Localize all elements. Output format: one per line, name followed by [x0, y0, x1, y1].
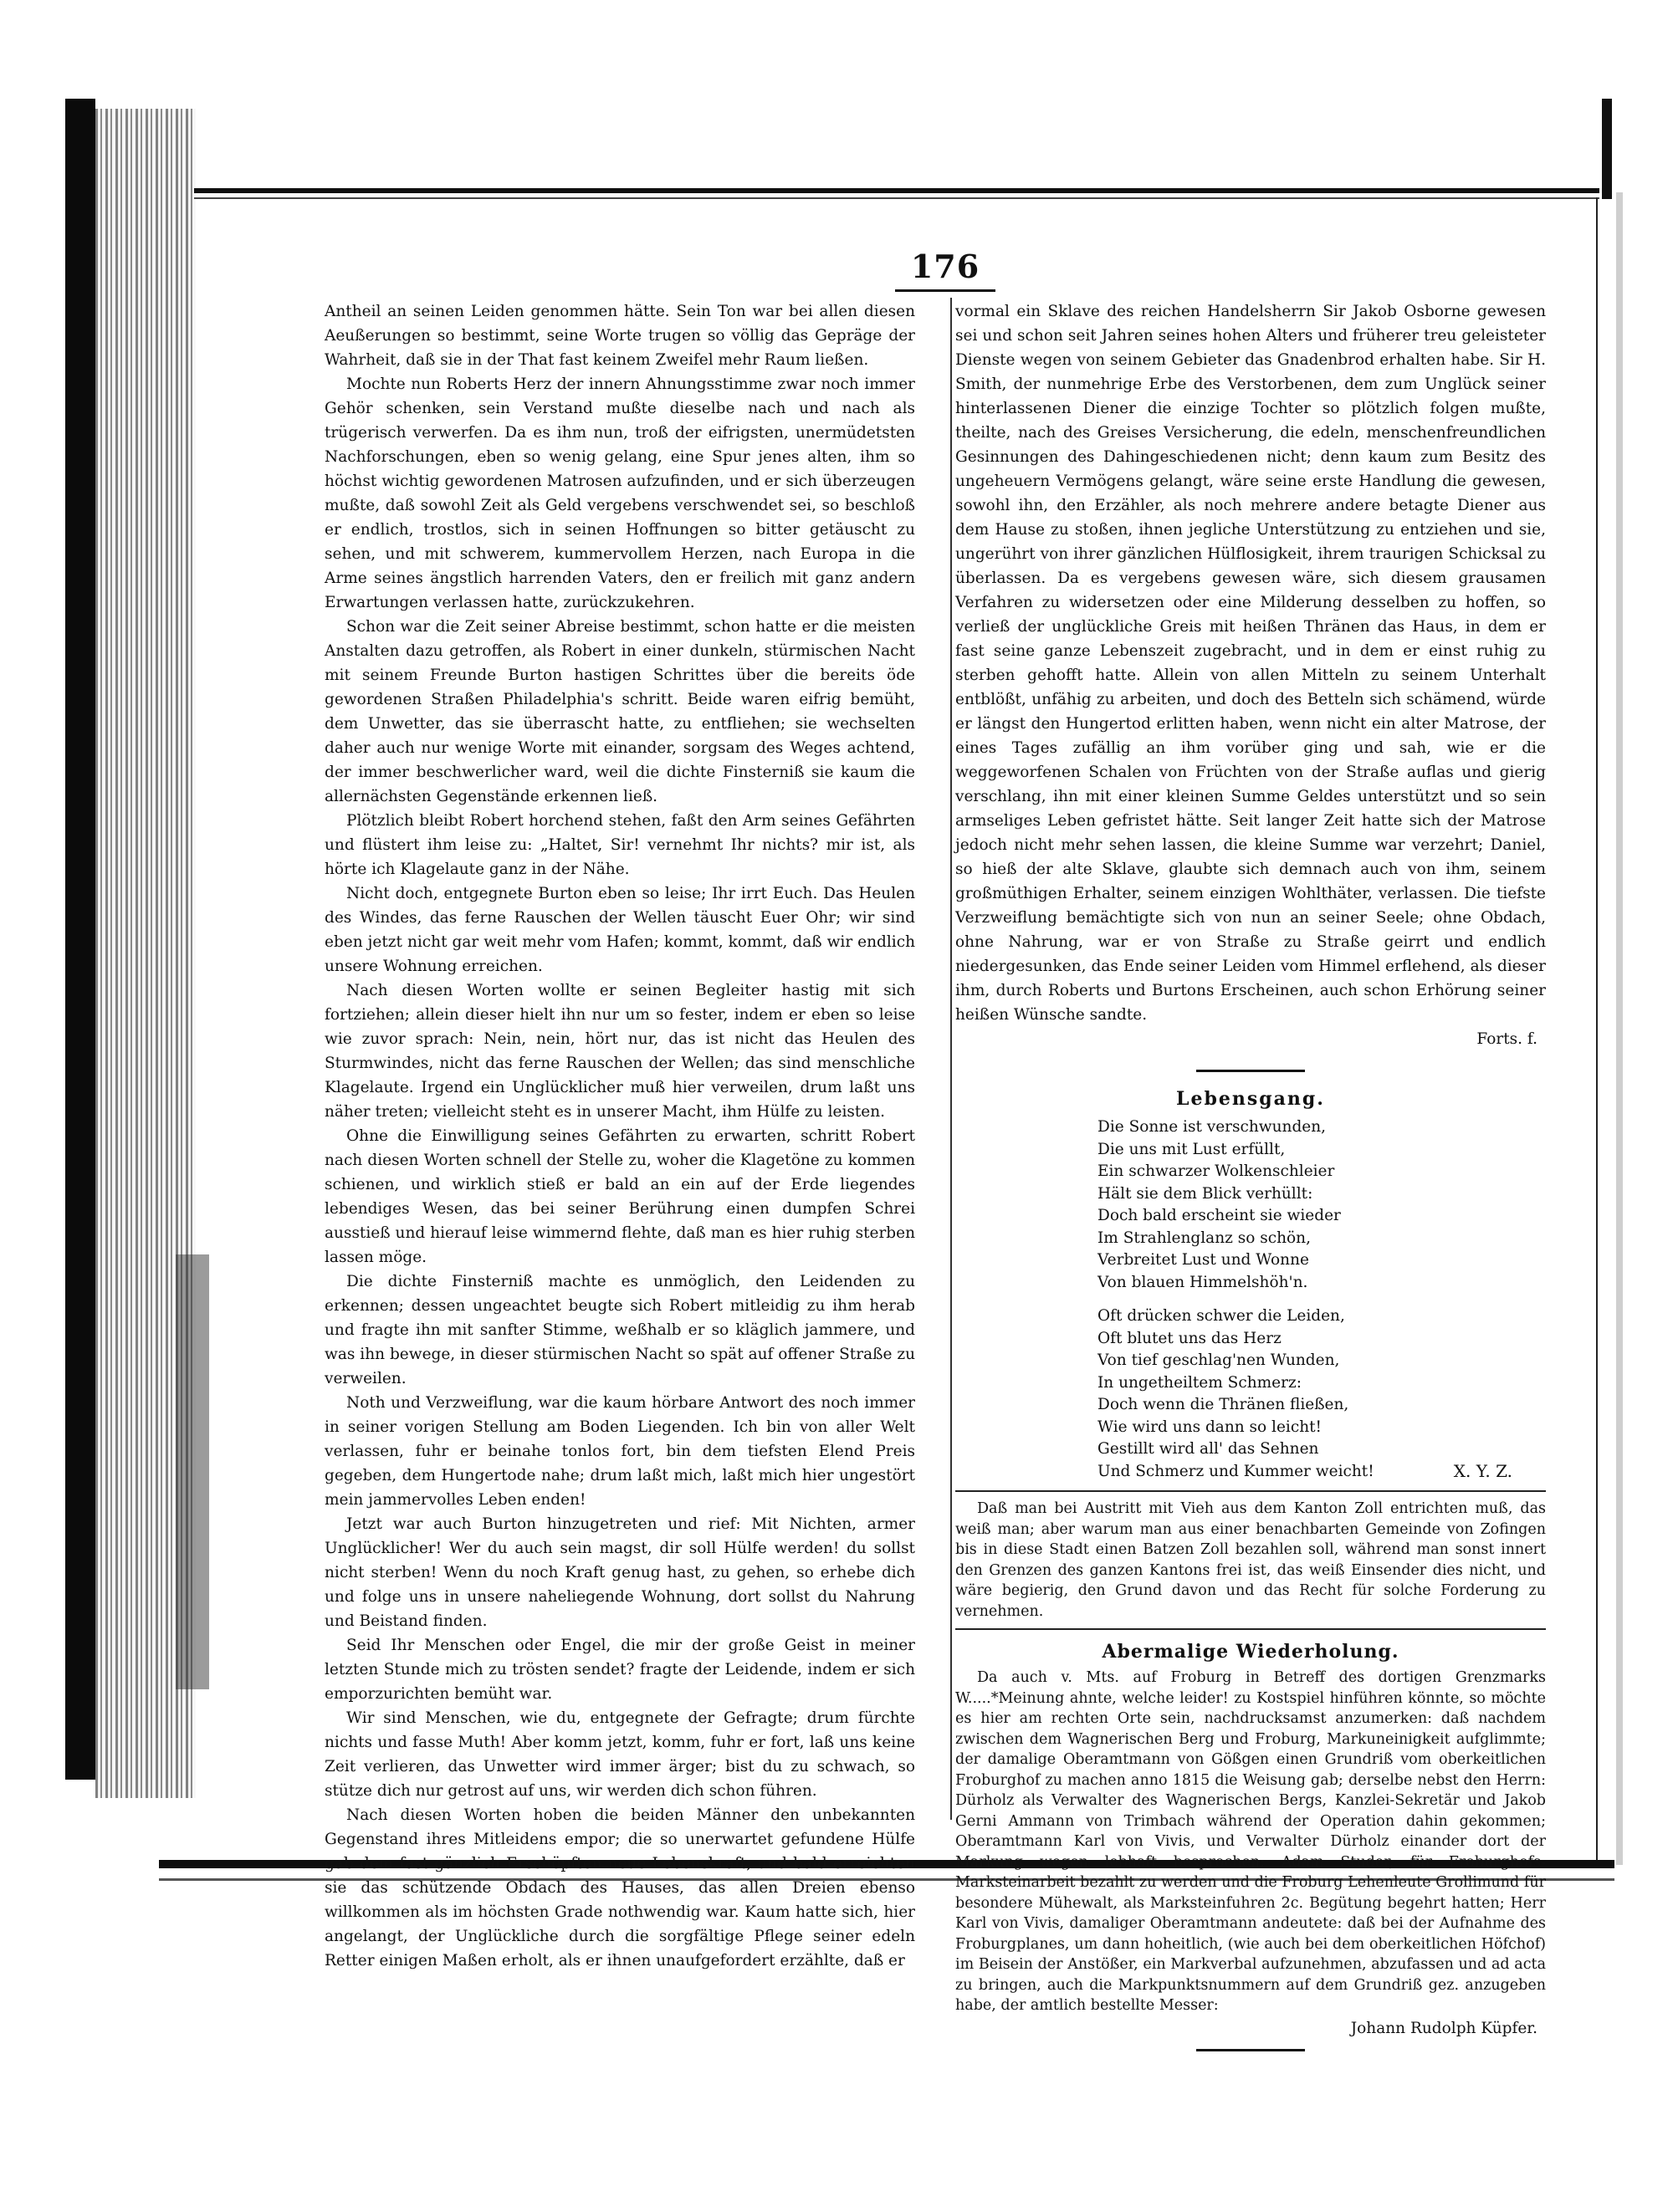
poem-line: Hält sie dem Blick verhüllt: — [1097, 1184, 1313, 1203]
end-rule — [1196, 2049, 1305, 2051]
scan-right-edge — [1616, 192, 1623, 1865]
paragraph: Die dichte Finsterniß machte es unmöglich, den Leidenden zu erkennen; dessen ungeachtet beugte sich Robert mitleidig zu ihm herab und fragte ihn mit sanfter Stimme, weßhalb er so kläglich jammere, und was ihn bewege, in dieser stürmischen Nacht so spät auf offener Straße zu verweilen. — [325, 1273, 915, 1387]
paragraph: Schon war die Zeit seiner Abreise bestimmt, schon hatte er die meisten Anstalten dazu getroffen, als Robert in einer dunkeln, stürmischen Nacht mit seinem Freunde Burton hastigen Schrittes über die bereits öde gewordenen Straßen Philadelphia's schritt. Beide waren eifrig bemüht, dem Unwetter, das sie überrascht hatte, zu entfliehen; sie wechselten daher auch nur wenige Worte mit einander, sorgsam des Weges achtend, der immer beschwerlicher ward, weil die dichte Finsterniß sie kaum die allernächsten Gegenstände erkennen ließ. — [325, 618, 915, 805]
right-column — [955, 299, 1546, 2051]
paragraph: Wir sind Menschen, wie du, entgegnete der Gefragte; drum fürchte nichts und fasse Muth! Aber komm jetzt, komm, fuhr er fort, laß uns keine Zeit verlieren, das Unwetter wird immer ärger; bist du zu schwach, so stütze dich nur getrost auf uns, wir werden dich schon führen. — [325, 1709, 915, 1800]
poem-line: Im Strahlenglanz so schön, — [1097, 1229, 1311, 1247]
poem-line: Ein schwarzer Wolkenschleier — [1097, 1162, 1335, 1180]
notice-paragraph: Da auch v. Mts. auf Froburg in Betreff des dortigen Grenzmarks W.....*Meinung ahnte, welche leider! zu Kostspiel hinführen könnte, so möchte es hier am rechten Orte sein, nachdrucksamst anzumerken: daß nachdem zwischen dem Wagnerischen Berg und Froburg, Markuneinigkeit aufglimmte; der damalige Oberamtmann von Gößgen einen Grundriß vom oberkeitlichen Froburghof zu machen anno 1815 die Weisung gab; derselbe nebst den Herrn: Dürholz als Verwalter des Wagnerischen Bergs, Kanzlei-Sekretär und Jakob Gerni Ammann von Trimbach während der Operation dahin gekommen; Oberamtmann Karl von Vivis, und Verwalter Dürholz einander dort der Markung wegen lebhaft besprochen: Adam Studer, für Froburghofs-Marksteinarbeit bezahlt zu werden und die Froburg Lehenleute Grollimund für besondere Mühewalt, als Marksteinfuhren 2c. Begütung begehrt hatten; Herr Karl von Vivis, damaliger Oberamtmann andeutete: daß bei der Aufnahme des Froburgplanes, um dann hoheitlich, (wie auch bei dem oberkeitlichen Höfchof) im Beisein der Anstößer, ein Markverbal aufzunehmen, abzufassen und ad acta zu bringen, auch die Markpunktsnummern auf dem Grundriß gez. anzugeben habe, der amtlich bestellte Messer: — [955, 1669, 1546, 2014]
page-number-rule — [895, 289, 995, 292]
scan-smudge — [176, 1254, 209, 1689]
paragraph: Nach diesen Worten wollte er seinen Begleiter hastig mit sich fortziehen; allein dieser hielt ihn nur um so fester, indem er eben so leise wie zuvor sprach: Nein, nein, hört nur, das ist nicht das Heulen des Sturmwindes, nicht das ferne Rauschen der Wellen; das sind menschliche Klagelaute. Irgend ein Unglücklicher muß hier verweilen, drum laßt uns näher treten; vielleicht steht es in unserer Macht, ihm Hülfe zu leisten. — [325, 982, 915, 1121]
poem-line: In ungetheiltem Schmerz: — [1097, 1373, 1302, 1392]
page-number: 176 — [910, 248, 980, 285]
poem-line: Wie wird uns dann so leicht! — [1097, 1418, 1322, 1436]
paragraph: Jetzt war auch Burton hinzugetreten und rief: Mit Nichten, armer Unglücklicher! Wer du auch sein magst, dir soll Hülfe werden! du sollst nicht sterben! Wenn du noch Kraft genug hast, zu gehen, so erhebe dich und folge uns in unsere naheliegende Wohnung, dort sollst du Nahrung und Beistand finden. — [325, 1515, 915, 1630]
paragraph: vormal ein Sklave des reichen Handelsherrn Sir Jakob Osborne gewesen sei und schon seit Jahren seines hohen Alters und früherer treu geleisteter Dienste wegen von seinem Gebieter das Gnadenbrod erhalten habe. Sir H. Smith, der nunmehrige Erbe des Verstorbenen, dem zum Unglück seiner hinterlassenen Diener die einzige Tochter so plötzlich folgen mußte, theilte, nach des Greises Versicherung, die edeln, menschenfreundlichen Gesinnungen des Dahingeschiedenen nicht; denn kaum zum Besitz des ungeheuern Vermögens gelangt, wäre seine erste Handlung die gewesen, sowohl ihn, den Erzähler, als noch mehrere andere betagte Diener aus dem Hause zu stoßen, ihnen jegliche Unterstützung zu entziehen und sie, ungerührt von ihrer gänzlichen Hülflosigkeit, ihrem traurigen Schicksal zu überlassen. Da es vergebens gewesen wäre, sich diesem grausamen Verfahren zu widersetzen oder eine Milderung desselben zu hoffen, so verließ der unglückliche Greis mit heißen Thränen das Haus, in dem er fast seine ganze Lebenszeit zugebracht, und in dem er einst ruhig zu sterben gehofft hatte. Allein von allen Mitteln zu seinem Unterhalt entblößt, unfähig zu arbeiten, und doch des Betteln sich schämend, würde er längst den Hungertod erlitten haben, wenn nicht ein alter Matrose, der eines Tages zufällig an ihm vorüber ging und sah, wie er die weggeworfenen Schalen von Früchten von der Straße auflas und gierig verschlang, ihn mit einer kleinen Summe Geldes unterstützt und so sein armseliges Leben gefristet hätte. Seit langer Zeit hatte sich der Matrose jedoch nicht mehr sehen lassen, die kleine Summe war verzehrt; Daniel, so hieß der alte Sklave, glaubte sich demnach auch von ihm, seinem großmüthigen Erhalter, seinem einzigen Wohlthäter, verlassen. Die tiefste Verzweiflung bemächtigte sich von nun an seiner Seele; ohne Obdach, ohne Nahrung, war er von Straße zu Straße geirrt und endlich niedergesunken, das Ende seiner Leiden vom Himmel erflehend, als dieser ihm, durch Roberts und Burtons Erscheinen, auch schon Erhörung seiner heißen Wünsche sandte. — [955, 303, 1546, 1024]
paragraph: Noth und Verzweiflung, war die kaum hörbare Antwort des noch immer in seiner vorigen Stellung am Boden Liegenden. Ich bin von aller Welt verlassen, fuhr er beinahe tonlos fort, bin dem tiefsten Elend Preis gegeben, dem Hungertode nahe; drum laßt mich, laßt mich hier ungestört mein jammervolles Leben enden! — [325, 1394, 915, 1509]
poem-line: Von tief geschlag'nen Wunden, — [1097, 1351, 1340, 1369]
paragraph: Ohne die Einwilligung seines Gefährten zu erwarten, schritt Robert nach diesen Worten schnell der Stelle zu, woher die Klagetöne zu kommen schienen, und wirklich stieß er bald an ein auf der Erde liegendes lebendiges Wesen, das bei seiner Berührung einen dumpfen Schrei ausstieß und hierauf leise wimmernd flehte, daß man es hier ruhig sterben lassen möge. — [325, 1127, 915, 1266]
story-continuation-signature: Forts. f. — [1476, 1030, 1537, 1048]
paragraph: Nicht doch, entgegnete Burton eben so leise; Ihr irrt Euch. Das Heulen des Windes, das ferne Rauschen der Wellen täuscht Euer Ohr; wir sind eben jetzt nicht gar weit mehr vom Hafen; kommt, kommt, daß wir endlich unsere Wohnung erreichen. — [325, 885, 915, 975]
column-divider — [950, 298, 952, 1820]
scan-right-border — [1596, 197, 1598, 1862]
poem-stanza — [1097, 1305, 1546, 1483]
poem-line: Gestillt wird all' das Sehnen — [1097, 1440, 1319, 1458]
poem-line: Doch bald erscheint sie wieder — [1097, 1207, 1341, 1224]
poem-line: Von blauen Himmelshöh'n. — [1097, 1273, 1308, 1291]
section-rule — [955, 1628, 1546, 1630]
paragraph: Mochte nun Roberts Herz der innern Ahnungsstimme zwar noch immer Gehör schenken, sein Verstand mußte dieselbe nach und nach als trügerisch verwerfen. Da es ihm nun, troß der eifrigsten, unermüdetsten Nachforschungen, eben so wenig gelang, eine Spur jenes alten, ihm so höchst wichtig gewordenen Matrosen aufzufinden, und er sich überzeugen mußte, daß sowohl Zeit als Geld vergebens verschwendet sei, so beschloß er endlich, trostlos, sich in seinen Hoffnungen so bitter getäuscht zu sehen, und mit schwerem, kummervollem Herzen, nach Europa in die Arme seines ängstlich harrenden Vaters, den er freilich mit ganz andern Erwartungen verlassen hatte, zurückzukehren. — [325, 375, 915, 611]
section-rule — [955, 1490, 1546, 1492]
left-column — [325, 299, 915, 1973]
poem-title: Lebensgang. — [1176, 1088, 1325, 1110]
poem-line: Doch wenn die Thränen fließen, — [1097, 1396, 1349, 1413]
poem-line: Verbreitet Lust und Wonne — [1097, 1251, 1309, 1269]
paragraph: Plötzlich bleibt Robert horchend stehen, faßt den Arm seines Gefährten und flüstert ihm leise zu: „Haltet, Sir! vernehmt Ihr nichts? mir ist, als hörte ich Klagelaute ganz in der Nähe. — [325, 812, 915, 878]
poem-signature: X. Y. Z. — [1453, 1461, 1512, 1481]
notice-title: Abermalige Wiederholung. — [1102, 1641, 1399, 1663]
poem-stanza — [1097, 1116, 1546, 1294]
paragraph: Antheil an seinen Leiden genommen hätte. Sein Ton war bei allen diesen Aeußerungen so bestimmt, seine Worte trugen so völlig das Gepräge der Wahrheit, daß sie in der That fast keinem Zweifel mehr Raum ließen. — [325, 303, 915, 369]
poem-line: Die Sonne ist verschwunden, — [1097, 1118, 1327, 1136]
scan-top-border-thin — [194, 197, 1599, 199]
scan-binding-shadow — [65, 99, 95, 1780]
scan-top-border — [194, 188, 1599, 193]
notice-signature: Johann Rudolph Küpfer. — [1350, 2019, 1537, 2037]
section-rule — [1196, 1070, 1305, 1072]
poem-line: Und Schmerz und Kummer weicht! — [1097, 1462, 1374, 1480]
paragraph: Nach diesen Worten hoben die beiden Männer den unbekannten Gegenstand ihres Mitleidens empor; die so unerwartet gefundene Hülfe gab dem fast gänzlich Erschöpften neue Lebenskraft, und bald erreichten sie das schützende Obdach des Hauses, das allen Dreien ebenso willkommen als im höchsten Grade nothwendig war. Kaum hatte sich, hier angelangt, der Unglückliche durch die sorgfältige Pflege seiner edeln Retter einigen Maßen erholt, als er ihnen unaufgefordert erzählte, daß er — [325, 1806, 915, 1969]
paragraph: Seid Ihr Menschen oder Engel, die mir der große Geist in meiner letzten Stunde mich zu trösten sendet? fragte der Leidende, indem er sich emporzurichten bemüht war. — [325, 1637, 915, 1703]
poem-line: Oft blutet uns das Herz — [1097, 1329, 1282, 1347]
notice-paragraph: Daß man bei Austritt mit Vieh aus dem Kanton Zoll entrichten muß, das weiß man; aber warum man aus einer benachbarten Gemeinde von Zofingen bis in diese Stadt einen Batzen Zoll bezahlen soll, während man sonst innert den Grenzen des ganzen Kantons frei ist, das weiß Einsender dies nicht, und wäre begierig, den Grund davon und das Recht für solche Forderung zu vernehmen. — [955, 1500, 1546, 1620]
poem-line: Oft drücken schwer die Leiden, — [1097, 1307, 1345, 1325]
poem-line: Die uns mit Lust erfüllt, — [1097, 1140, 1286, 1158]
scan-right-marker — [1602, 99, 1612, 199]
